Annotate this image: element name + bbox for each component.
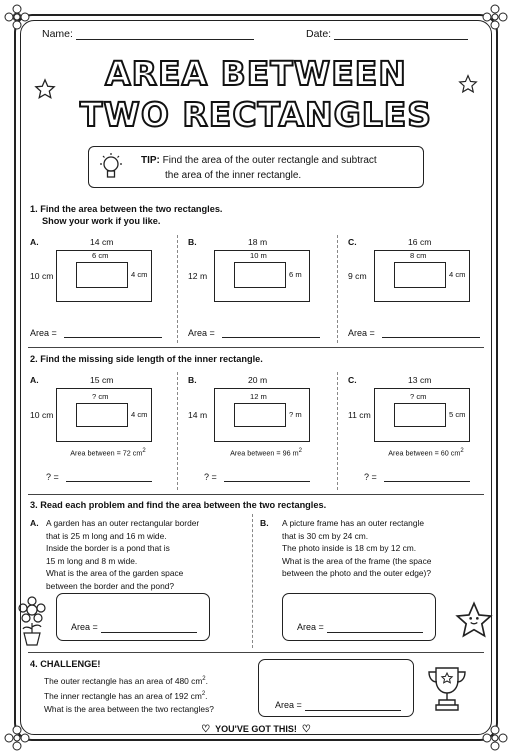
problem-letter: A. bbox=[30, 375, 39, 385]
answer-label: ? = bbox=[364, 472, 377, 482]
inner-height-label: ? m bbox=[289, 410, 302, 419]
text-line: The outer rectangle has an area of 480 $cm^2$. bbox=[44, 675, 208, 686]
q3-a-answer-label: Area = bbox=[71, 622, 98, 632]
q4-answer-label: Area = bbox=[275, 700, 302, 710]
outer-height-label: 11 cm bbox=[348, 410, 371, 420]
text-line: What is the area of the garden space bbox=[46, 568, 184, 579]
q3-a-text bbox=[46, 517, 199, 593]
column-divider bbox=[337, 235, 338, 343]
section-divider bbox=[28, 494, 484, 495]
outer-width-label: 15 cm bbox=[90, 375, 114, 385]
problem-letter: B. bbox=[188, 237, 197, 247]
outer-height-label: 9 cm bbox=[348, 271, 367, 281]
section-divider bbox=[28, 347, 484, 348]
outer-height-label: 10 cm bbox=[30, 410, 54, 420]
inner-height-label: 5 cm bbox=[449, 410, 466, 419]
inner-rectangle bbox=[76, 403, 128, 427]
outer-height-label: 14 m bbox=[188, 410, 208, 420]
answer-label: ? = bbox=[204, 472, 217, 482]
q3-b-answer-label: Area = bbox=[297, 622, 324, 632]
smiling-star-icon bbox=[454, 600, 494, 640]
tip-box bbox=[88, 146, 424, 188]
answer-line[interactable] bbox=[305, 710, 401, 711]
flower-pot-icon bbox=[14, 596, 50, 648]
title-line-1: AREA BETWEEN bbox=[105, 54, 407, 93]
outer-width-label: 14 cm bbox=[90, 237, 114, 247]
name-label: Name: bbox=[42, 28, 73, 40]
text-line: Inside the border is a pond that is bbox=[46, 543, 170, 554]
text-line: between the photo and the outer edge)? bbox=[282, 568, 432, 579]
area-between-label: Area between = 72 $cm^2$ bbox=[70, 448, 146, 458]
answer-line[interactable] bbox=[64, 337, 162, 338]
name-field[interactable] bbox=[42, 28, 254, 40]
trophy-icon bbox=[424, 664, 470, 714]
answer-line[interactable] bbox=[382, 337, 480, 338]
q4-text bbox=[44, 673, 214, 717]
star-icon bbox=[458, 74, 478, 94]
answer-label: Area = bbox=[348, 328, 375, 338]
text-line: A garden has an outer rectangular border bbox=[46, 518, 200, 528]
inner-rectangle bbox=[234, 403, 286, 427]
inner-rectangle bbox=[394, 262, 446, 288]
problem-letter: C. bbox=[348, 375, 357, 385]
answer-line[interactable] bbox=[384, 481, 470, 482]
q4-heading: 4. CHALLENGE! bbox=[30, 659, 101, 669]
outer-width-label: 18 m bbox=[248, 237, 268, 247]
q1-subheading: Show your work if you like. bbox=[42, 216, 161, 226]
answer-line[interactable] bbox=[66, 481, 152, 482]
column-divider bbox=[252, 514, 253, 648]
problem-letter: B. bbox=[188, 375, 197, 385]
column-divider bbox=[177, 235, 178, 343]
star-icon bbox=[34, 78, 56, 100]
title-line-2: TWO RECTANGLES bbox=[79, 95, 433, 134]
inner-width-label: ? cm bbox=[410, 392, 427, 401]
flower-corner-icon bbox=[482, 4, 508, 30]
inner-width-label: 10 m bbox=[250, 251, 267, 260]
problem-letter: A. bbox=[30, 237, 39, 247]
answer-label: ? = bbox=[46, 472, 59, 482]
tip-label: TIP: bbox=[141, 155, 160, 166]
answer-line[interactable] bbox=[224, 481, 310, 482]
text-line: A picture frame has an outer rectangle bbox=[282, 518, 424, 528]
inner-height-label: 4 cm bbox=[131, 270, 148, 279]
footer: ♡ YOU'VE GOT THIS! ♡ bbox=[201, 724, 311, 735]
inner-height-label: 4 cm bbox=[131, 410, 148, 419]
answer-line[interactable] bbox=[327, 632, 423, 633]
q3-b-text bbox=[282, 517, 431, 580]
answer-label: Area = bbox=[30, 328, 57, 338]
q1-heading: 1. Find the area between the two rectangles. bbox=[30, 204, 223, 214]
area-between-label: Area between = 60 $cm^2$ bbox=[388, 448, 464, 458]
outer-width-label: 13 cm bbox=[408, 375, 432, 385]
date-field[interactable] bbox=[306, 28, 468, 40]
problem-letter: C. bbox=[348, 237, 357, 247]
lightbulb-icon bbox=[97, 152, 125, 184]
q3-a-letter: A. bbox=[30, 518, 39, 528]
inner-width-label: 6 cm bbox=[92, 251, 109, 260]
inner-width-label: 12 m bbox=[250, 392, 267, 401]
q3-b-letter: B. bbox=[260, 518, 269, 528]
date-label: Date: bbox=[306, 28, 332, 40]
outer-height-label: 10 cm bbox=[30, 271, 54, 281]
text-line: The photo inside is 18 cm by 12 cm. bbox=[282, 543, 417, 554]
text-line: that is 30 cm by 24 cm. bbox=[282, 530, 369, 541]
text-line: 15 m long and 8 m wide. bbox=[46, 555, 138, 566]
flower-corner-icon bbox=[4, 4, 30, 30]
column-divider bbox=[177, 372, 178, 490]
footer-text: YOU'VE GOT THIS! bbox=[215, 724, 297, 734]
inner-rectangle bbox=[76, 262, 128, 288]
column-divider bbox=[337, 372, 338, 490]
inner-width-label: ? cm bbox=[92, 392, 109, 401]
inner-width-label: 8 cm bbox=[410, 251, 427, 260]
q3-b-answer-box[interactable] bbox=[282, 593, 436, 641]
text-line: that is 25 m long and 16 m wide. bbox=[46, 530, 167, 541]
text-line: What is the area between the two rectangles? bbox=[44, 704, 214, 715]
q4-answer-box[interactable] bbox=[258, 659, 414, 717]
answer-line[interactable] bbox=[101, 632, 197, 633]
q3-a-answer-box[interactable] bbox=[56, 593, 210, 641]
outer-width-label: 16 cm bbox=[408, 237, 432, 247]
outer-width-label: 20 m bbox=[248, 375, 268, 385]
text-line: The inner rectangle has an area of 192 $cm^2$. bbox=[44, 691, 208, 701]
inner-rectangle bbox=[234, 262, 286, 288]
inner-rectangle bbox=[394, 403, 446, 427]
text-line: between the border and the pond? bbox=[46, 580, 175, 591]
answer-line[interactable] bbox=[222, 337, 320, 338]
inner-height-label: 4 cm bbox=[449, 270, 466, 279]
tip-text-1: Find the area of the outer rectangle and subtract bbox=[162, 155, 377, 166]
area-between-label: Area between = 96 $m^2$ bbox=[230, 448, 302, 458]
outer-height-label: 12 m bbox=[188, 271, 208, 281]
answer-label: Area = bbox=[188, 328, 215, 338]
inner-height-label: 6 m bbox=[289, 270, 302, 279]
q2-heading: 2. Find the missing side length of the inner rectangle. bbox=[30, 354, 263, 364]
text-line: What is the area of the frame (the space bbox=[282, 555, 432, 566]
tip-text-2: the area of the inner rectangle. bbox=[165, 170, 302, 181]
section-divider bbox=[28, 652, 484, 653]
q3-heading: 3. Read each problem and find the area between the two rectangles. bbox=[30, 500, 327, 510]
